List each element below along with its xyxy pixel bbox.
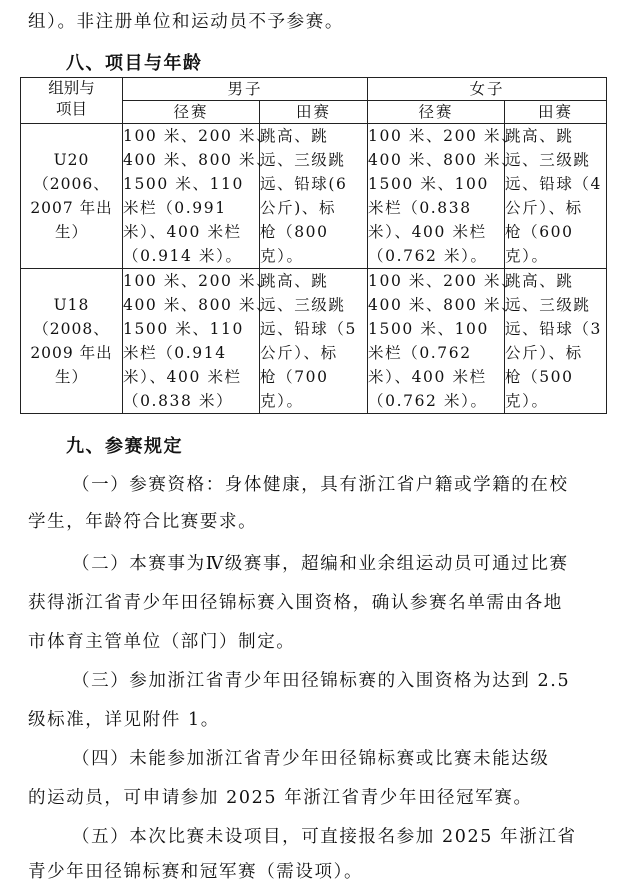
header-male-field: 田赛 bbox=[260, 101, 368, 124]
header-group-event bbox=[21, 78, 123, 124]
paragraph-4-line-2: 的运动员，可申请参加 2025 年浙江省青少年田径冠军赛。 bbox=[28, 788, 533, 808]
header-female-track: 径赛 bbox=[368, 101, 505, 124]
header-group-line1: 组别与 bbox=[48, 79, 95, 97]
group-line: U20 bbox=[53, 151, 90, 169]
cell-line: 克）。 bbox=[260, 247, 304, 265]
cell-line: 米）、400 米栏 bbox=[123, 368, 242, 386]
female-track-cell-u18 bbox=[368, 269, 519, 414]
cell-line: 跳高、跳 bbox=[260, 272, 329, 290]
cell-line: 1500 米、100 bbox=[368, 175, 489, 193]
cell-line: 远、三级跳 bbox=[260, 296, 346, 314]
cell-line: 远、三级跳 bbox=[505, 296, 591, 314]
group-line: （2006、 bbox=[33, 175, 110, 193]
cell-line: 跳高、跳 bbox=[260, 127, 329, 145]
cell-line: 米栏（0.762 bbox=[368, 344, 472, 362]
cell-line: 400 米、800 米、 bbox=[368, 296, 519, 314]
group-line: U18 bbox=[53, 296, 90, 314]
top-line: 组）。非注册单位和运动员不予参赛。 bbox=[28, 12, 344, 32]
female-track-cell-u20 bbox=[368, 124, 519, 269]
cell-line: 克）。 bbox=[260, 392, 304, 410]
header-female: 女子 bbox=[368, 78, 607, 101]
cell-line: 米）、400 米栏 bbox=[368, 368, 487, 386]
paragraph-1-line-2: 学生，年龄符合比赛要求。 bbox=[28, 512, 258, 532]
paragraph-5-line-1: （五）本次比赛未设项目，可直接报名参加 2025 年浙江省 bbox=[72, 827, 577, 847]
cell-line: 枪（700 bbox=[260, 368, 329, 386]
cell-line: 1500 米、100 bbox=[368, 320, 489, 338]
header-group-line2: 项目 bbox=[55, 100, 87, 118]
cell-line: 米栏（0.914 bbox=[123, 344, 227, 362]
cell-line: 公斤）、标 bbox=[260, 344, 338, 362]
cell-line: 跳高、跳 bbox=[505, 127, 574, 145]
cell-line: 公斤）、标 bbox=[505, 344, 583, 362]
group-line: （2008、 bbox=[33, 320, 110, 338]
cell-line: 枪（800 bbox=[260, 223, 329, 241]
section-9-heading: 九、参赛规定 bbox=[66, 436, 183, 457]
paragraph-3-line-1: （三）参加浙江省青少年田径锦标赛的入围资格为达到 2.5 bbox=[72, 671, 571, 691]
cell-line: 100 米、200 米、 bbox=[368, 127, 519, 145]
paragraph-2-line-2: 获得浙江省青少年田径锦标赛入围资格，确认参赛名单需由各地 bbox=[28, 593, 563, 613]
group-line: 2009 年出 bbox=[30, 344, 113, 362]
cell-line: （0.762 米）。 bbox=[368, 247, 488, 265]
cell-line: 100 米、200 米、 bbox=[123, 127, 274, 145]
cell-line: 远、铅球(6 bbox=[260, 175, 348, 193]
table-row-u18 bbox=[21, 269, 607, 414]
cell-line: 远、铅球（3 bbox=[505, 320, 602, 338]
cell-line: 远、铅球（4 bbox=[505, 175, 602, 193]
male-field-cell-u18 bbox=[260, 269, 368, 414]
cell-line: 公斤)、标 bbox=[260, 199, 337, 217]
section-8-heading: 八、项目与年龄 bbox=[66, 53, 203, 74]
male-track-cell-u18 bbox=[123, 269, 274, 414]
cell-line: 米）、400 米栏 bbox=[368, 223, 487, 241]
header-female-field: 田赛 bbox=[505, 101, 607, 124]
cell-line: 100 米、200 米、 bbox=[123, 272, 274, 290]
male-track-cell-u20 bbox=[123, 124, 274, 269]
paragraph-1-line-1: （一）参赛资格：身体健康，具有浙江省户籍或学籍的在校 bbox=[72, 475, 569, 495]
cell-line: 远、三级跳 bbox=[260, 151, 346, 169]
cell-line: 400 米、800 米、 bbox=[368, 151, 519, 169]
cell-line: 米）、400 米栏 bbox=[123, 223, 242, 241]
cell-line: 克）。 bbox=[505, 392, 549, 410]
cell-line: 1500 米、110 bbox=[123, 320, 244, 338]
cell-line: 跳高、跳 bbox=[505, 272, 574, 290]
group-line: 生） bbox=[54, 223, 88, 241]
group-cell-u18 bbox=[21, 269, 123, 414]
cell-line: 100 米、200 米、 bbox=[368, 272, 519, 290]
cell-line: 400 米、800 米、 bbox=[123, 296, 274, 314]
header-male-track: 径赛 bbox=[123, 101, 260, 124]
cell-line: 远、铅球（5 bbox=[260, 320, 357, 338]
cell-line: （0.838 米） bbox=[123, 392, 234, 410]
cell-line: （0.762 米）。 bbox=[368, 392, 488, 410]
paragraph-5-line-2: 青少年田径锦标赛和冠军赛（需设项）。 bbox=[28, 862, 364, 882]
male-field-cell-u20 bbox=[260, 124, 368, 269]
female-field-cell-u20 bbox=[505, 124, 607, 269]
paragraph-3-line-2: 级标准，详见附件 1。 bbox=[28, 710, 220, 730]
cell-line: （0.914 米）。 bbox=[123, 247, 243, 265]
cell-line: 克）。 bbox=[505, 247, 549, 265]
events-age-table bbox=[20, 77, 607, 414]
cell-line: 公斤）、标 bbox=[505, 199, 583, 217]
group-line: 2007 年出 bbox=[30, 199, 113, 217]
cell-line: 远、三级跳 bbox=[505, 151, 591, 169]
cell-line: 米栏（0.838 bbox=[368, 199, 472, 217]
cell-line: 枪（500 bbox=[505, 368, 574, 386]
paragraph-4-line-1: （四）未能参加浙江省青少年田径锦标赛或比赛未能达级 bbox=[72, 749, 550, 769]
table-row-u20 bbox=[21, 124, 607, 269]
header-male: 男子 bbox=[123, 78, 368, 101]
cell-line: 米栏（0.991 bbox=[123, 199, 227, 217]
female-field-cell-u18 bbox=[505, 269, 607, 414]
paragraph-2-line-3: 市体育主管单位（部门）制定。 bbox=[28, 632, 296, 652]
group-cell-u20 bbox=[21, 124, 123, 269]
cell-line: 400 米、800 米、 bbox=[123, 151, 274, 169]
cell-line: 枪（600 bbox=[505, 223, 574, 241]
paragraph-2-line-1: （二）本赛事为Ⅳ级赛事，超编和业余组运动员可通过比赛 bbox=[72, 554, 569, 574]
group-line: 生） bbox=[54, 368, 88, 386]
cell-line: 1500 米、110 bbox=[123, 175, 244, 193]
